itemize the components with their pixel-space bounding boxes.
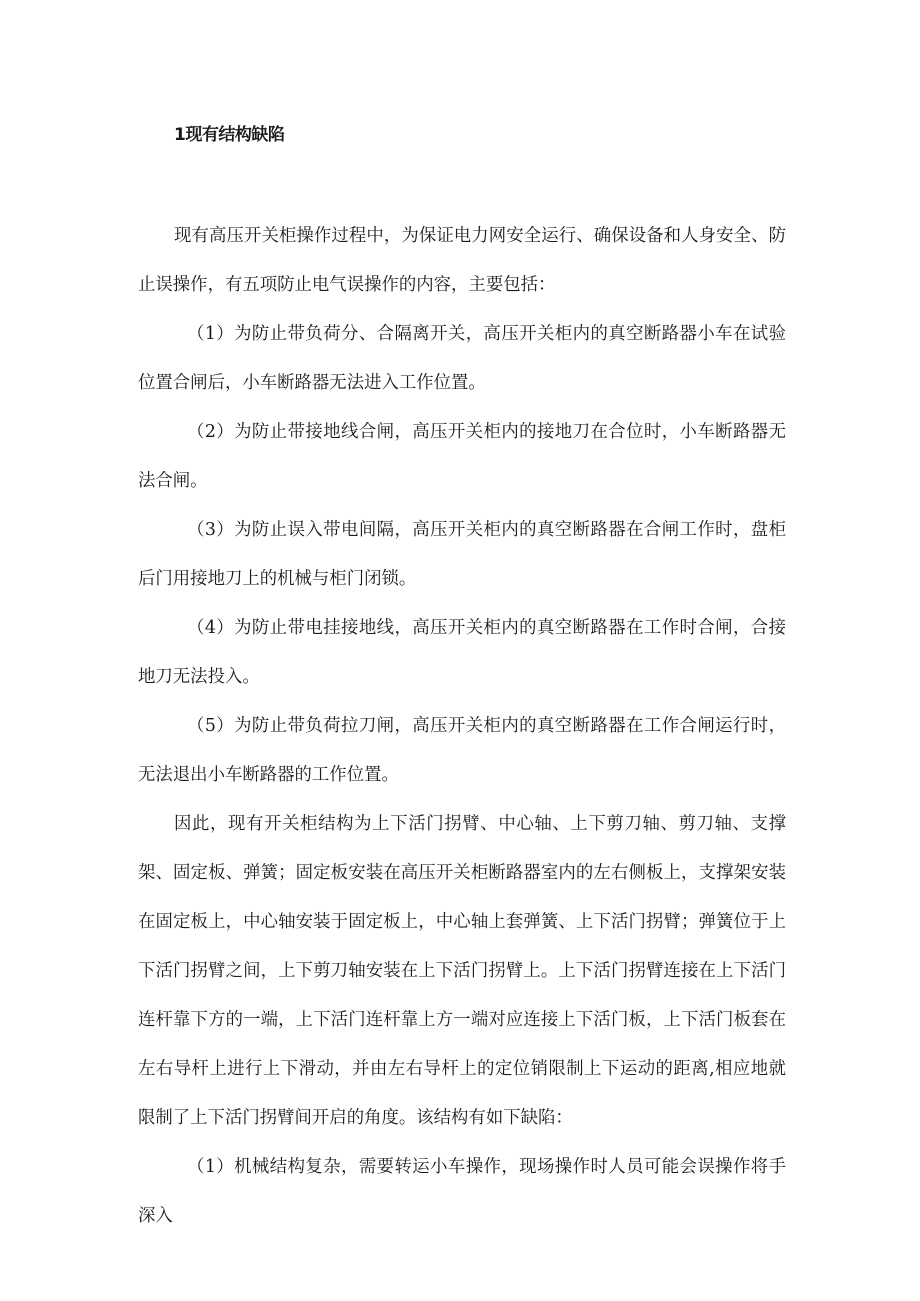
document-body — [138, 212, 786, 1241]
list-item: （1）机械结构复杂，需要转运小车操作，现场操作时人员可能会误操作将手深入 — [138, 1157, 786, 1226]
list-item: （4）为防止带电挂接地线，高压开关柜内的真空断路器在工作时合闸，合接地刀无法投入。 — [138, 618, 786, 687]
list-item: （5）为防止带负荷拉刀闸，高压开关柜内的真空断路器在工作合闸运行时，无法退出小车断路器的工作位置。 — [138, 716, 786, 785]
intro-paragraph: 现有高压开关柜操作过程中，为保证电力网安全运行、确保设备和人身安全、防止误操作，有五项防止电气误操作的内容，主要包括： — [138, 226, 786, 295]
section-heading: 1现有结构缺陷 — [174, 125, 285, 145]
list-item: （1）为防止带负荷分、合隔离开关，高压开关柜内的真空断路器小车在试验位置合闸后，小车断路器无法进入工作位置。 — [138, 324, 786, 393]
list-item: （3）为防止误入带电间隔，高压开关柜内的真空断路器在合闸工作时，盘柜后门用接地刀上的机械与柜门闭锁。 — [138, 520, 786, 589]
structure-paragraph: 因此，现有开关柜结构为上下活门拐臂、中心轴、上下剪刀轴、剪刀轴、支撑架、固定板、弹簧；固定板安装在高压开关柜断路器室内的左右侧板上，支撑架安装在固定板上，中心轴安装于固定板上，中心轴上套弹簧、上下活门拐臂；弹簧位于上下活门拐臂之间，上下剪刀轴安装在上下活门拐臂上。上下活门拐臂连接在上下活门连杆靠下方的一端，上下活门连杆靠上方一端对应连接上下活门板，上下活门板套在左右导杆上进行上下滑动，并由左右导杆上的定位销限制上下运动的距离,相应地就限制了上下活门拐臂间开启的角度。该结构有如下缺陷： — [138, 814, 786, 1128]
list-item: （2）为防止带接地线合闸，高压开关柜内的接地刀在合位时，小车断路器无法合闸。 — [138, 422, 786, 491]
